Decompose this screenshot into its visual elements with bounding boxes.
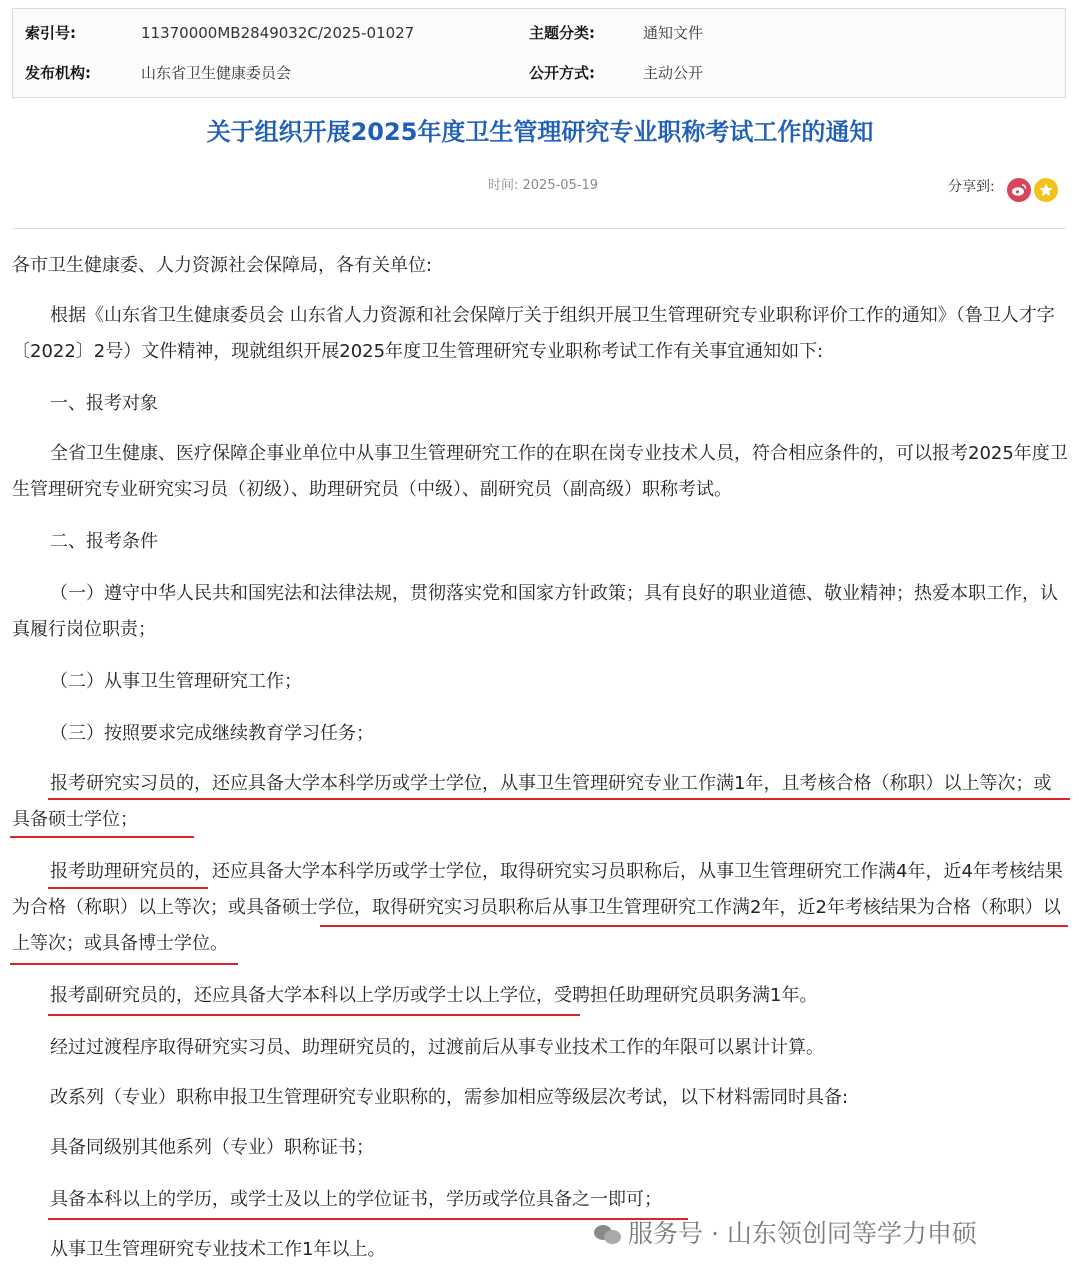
watermark (594, 1212, 977, 1256)
disclosure-label: 公开方式: (529, 64, 595, 82)
target-paragraph: 全省卫生健康、医疗保障企事业单位中从事卫生管理研究工作的在职在岗专业技术人员，符合相应条件的，可以报考2025年度卫生管理研究专业研究实习员（初级）、助理研究员（中级）、副研究员（副高级）职称考试。 (12, 443, 1068, 500)
disclosure-value: 主动公开 (643, 64, 704, 82)
highlight-underline (48, 1218, 688, 1220)
publisher-value: 山东省卫生健康委员会 (141, 64, 292, 82)
change-series-paragraph: 改系列（专业）职称申报卫生管理研究专业职称的，需参加相应等级层次考试，以下材料需同时具备: (50, 1087, 849, 1108)
page-title: 关于组织开展2025年度卫生管理研究专业职称考试工作的通知 (206, 118, 874, 146)
share-label: 分享到: (948, 179, 995, 195)
header-divider (12, 228, 1066, 229)
meta-row-2 (13, 53, 1065, 93)
condition-2: （二）从事卫生管理研究工作； (50, 671, 302, 692)
highlight-underline (48, 887, 208, 889)
requirement-research-intern: 报考研究实习员的，还应具备大学本科学历或学士学位，从事卫生管理研究专业工作满1年，且考核合格（称职）以上等次；或具备硕士学位； (12, 773, 1052, 830)
category-value: 通知文件 (643, 24, 704, 42)
meta-row-1 (13, 13, 1065, 53)
condition-1: （一）遵守中华人民共和国宪法和法律法规，贯彻落实党和国家方针政策；具有良好的职业道德、敬业精神；热爱本职工作，认真履行岗位职责； (12, 583, 1058, 640)
publisher-label: 发布机构: (25, 64, 91, 82)
qzone-icon[interactable] (1034, 178, 1058, 202)
section-heading-2: 二、报考条件 (50, 531, 158, 552)
requirement-associate-researcher: 报考副研究员的，还应具备大学本科以上学历或学士以上学位，受聘担任助理研究员职务满1年。 (50, 985, 818, 1006)
condition-3: （三）按照要求完成继续教育学习任务； (50, 723, 374, 744)
requirement-assistant-researcher: 报考助理研究员的，还应具备大学本科学历或学士学位，取得研究实习员职称后，从事卫生管理研究工作满4年，近4年考核结果为合格（称职）以上等次；或具备硕士学位，取得研究实习员职称后从事卫生管理研究工作满2年，近2年考核结果为合格（称职）以上等次；或具备博士学位。 (12, 861, 1063, 954)
years-paragraph: 从事卫生管理研究专业技术工作1年以上。 (50, 1239, 386, 1260)
document-meta-panel (12, 8, 1066, 98)
publish-date: 时间: 2025-05-19 (488, 178, 599, 193)
highlight-underline (48, 1014, 580, 1016)
intro-paragraph: 根据《山东省卫生健康委员会 山东省人力资源和社会保障厅关于组织开展卫生管理研究专业职称评价工作的通知》（鲁卫人才字〔2022〕2号）文件精神，现就组织开展2025年度卫生管理研究专业职称考试工作有关事宜通知如下: (12, 305, 1055, 362)
transition-paragraph: 经过过渡程序取得研究实习员、助理研究员的，过渡前后从事专业技术工作的年限可以累计计算。 (50, 1037, 824, 1058)
highlight-underline (320, 925, 1068, 927)
highlight-underline (10, 836, 194, 838)
weibo-icon[interactable] (1007, 178, 1031, 202)
section-heading-1: 一、报考对象 (50, 393, 158, 414)
index-label: 索引号: (25, 24, 76, 42)
salutation: 各市卫生健康委、人力资源社会保障局，各有关单位: (12, 255, 433, 276)
watermark-text: 服务号 · 山东领创同等学力申硕 (628, 1219, 977, 1248)
certificate-paragraph: 具备同级别其他系列（专业）职称证书； (50, 1137, 374, 1158)
highlight-underline (10, 963, 238, 965)
highlight-underline (48, 798, 1070, 800)
index-value: 11370000MB2849032C/2025-01027 (141, 24, 415, 42)
degree-paragraph: 具备本科以上的学历，或学士及以上的学位证书，学历或学位具备之一即可； (50, 1189, 662, 1210)
category-label: 主题分类: (529, 24, 595, 42)
wechat-icon (594, 1223, 622, 1245)
